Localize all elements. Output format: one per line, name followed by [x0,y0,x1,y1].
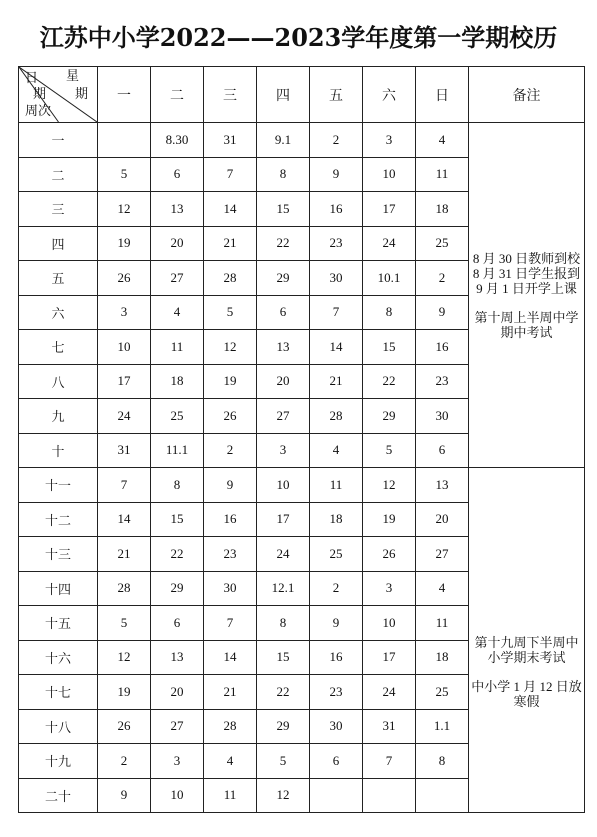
date-cell: 31 [204,123,257,158]
date-cell: 8 [257,157,310,192]
date-cell: 1.1 [416,709,469,744]
date-cell: 19 [98,675,151,710]
week-number-cell: 十七 [19,675,98,710]
date-cell: 10 [98,330,151,365]
day-header-sat: 六 [363,67,416,123]
corner-label-qi1: 期 [33,87,47,102]
date-cell: 18 [416,192,469,227]
date-cell: 11 [151,330,204,365]
date-cell: 14 [204,192,257,227]
date-cell: 18 [416,640,469,675]
date-cell: 6 [151,606,204,641]
date-cell: 8.30 [151,123,204,158]
date-cell: 12.1 [257,571,310,606]
week-number-cell: 十五 [19,606,98,641]
date-cell: 5 [98,606,151,641]
date-cell: 10 [151,778,204,813]
date-cell: 10 [363,157,416,192]
date-cell: 3 [363,123,416,158]
date-cell: 25 [151,399,204,434]
date-cell: 5 [98,157,151,192]
date-cell: 28 [98,571,151,606]
notes-header: 备注 [469,67,585,123]
week-number-cell: 八 [19,364,98,399]
date-cell: 3 [98,295,151,330]
date-cell: 27 [257,399,310,434]
week-number-cell: 七 [19,330,98,365]
date-cell: 12 [98,192,151,227]
date-cell: 17 [363,192,416,227]
date-cell: 4 [204,744,257,779]
date-cell: 16 [310,192,363,227]
date-cell: 19 [363,502,416,537]
corner-header-cell [19,67,98,123]
date-cell: 2 [310,571,363,606]
date-cell: 7 [363,744,416,779]
date-cell: 11 [204,778,257,813]
date-cell: 28 [310,399,363,434]
corner-label-qi2: 期 [75,87,89,102]
date-cell: 28 [204,261,257,296]
date-cell: 3 [151,744,204,779]
date-cell: 7 [310,295,363,330]
date-cell: 8 [151,468,204,503]
date-cell: 29 [363,399,416,434]
note-line: 第十周上半周中学期中考试 [474,309,579,340]
note-line: 8 月 31 日学生报到 [472,265,581,281]
date-cell: 14 [310,330,363,365]
date-cell: 16 [310,640,363,675]
date-cell: 24 [363,226,416,261]
date-cell: 6 [257,295,310,330]
date-cell: 26 [363,537,416,572]
date-cell: 24 [257,537,310,572]
date-cell: 3 [257,433,310,468]
date-cell: 24 [98,399,151,434]
date-cell: 6 [310,744,363,779]
date-cell: 17 [98,364,151,399]
day-header-wed: 三 [204,67,257,123]
note-line: 9 月 1 日开学上课 [476,280,577,296]
week-number-cell: 十一 [19,468,98,503]
date-cell: 18 [151,364,204,399]
date-cell: 27 [416,537,469,572]
date-cell: 12 [257,778,310,813]
date-cell: 23 [416,364,469,399]
week-number-cell: 一 [19,123,98,158]
week-number-cell: 二十 [19,778,98,813]
day-header-mon: 一 [98,67,151,123]
date-cell: 20 [257,364,310,399]
date-cell: 25 [416,226,469,261]
date-cell: 17 [257,502,310,537]
date-cell: 12 [363,468,416,503]
date-cell: 9 [416,295,469,330]
table-row [19,123,585,158]
date-cell: 15 [257,192,310,227]
date-cell: 13 [257,330,310,365]
date-cell: 30 [204,571,257,606]
date-cell: 17 [363,640,416,675]
date-cell: 8 [257,606,310,641]
notes-paragraph [469,251,584,296]
date-cell: 6 [151,157,204,192]
date-cell: 22 [257,226,310,261]
date-cell: 23 [310,675,363,710]
date-cell: 9 [204,468,257,503]
date-cell: 9 [310,157,363,192]
day-header-tue: 二 [151,67,204,123]
date-cell: 12 [204,330,257,365]
note-line: 中小学 1 月 12 日放寒假 [471,679,582,709]
date-cell: 9.1 [257,123,310,158]
note-line: 8 月 30 日教师到校 [472,250,581,266]
date-cell: 14 [98,502,151,537]
date-cell: 26 [98,261,151,296]
school-calendar-table [18,66,585,813]
date-cell: 5 [204,295,257,330]
date-cell: 5 [257,744,310,779]
table-row [19,468,585,503]
date-cell: 31 [363,709,416,744]
date-cell: 2 [98,744,151,779]
date-cell: 11 [416,606,469,641]
day-header-sun: 日 [416,67,469,123]
date-cell: 6 [416,433,469,468]
date-cell: 23 [310,226,363,261]
week-number-cell: 十八 [19,709,98,744]
date-cell: 13 [416,468,469,503]
date-cell: 20 [151,226,204,261]
date-cell: 26 [204,399,257,434]
date-cell: 11 [310,468,363,503]
date-cell: 4 [416,123,469,158]
week-number-cell: 十九 [19,744,98,779]
corner-label-xing: 星 [66,69,80,84]
date-cell: 29 [257,261,310,296]
date-cell: 3 [363,571,416,606]
date-cell: 29 [257,709,310,744]
date-cell: 20 [151,675,204,710]
date-cell: 29 [151,571,204,606]
date-cell: 15 [257,640,310,675]
week-number-cell: 十二 [19,502,98,537]
date-cell: 21 [204,675,257,710]
date-cell: 5 [363,433,416,468]
date-cell: 16 [204,502,257,537]
date-cell: 30 [310,709,363,744]
date-cell: 4 [151,295,204,330]
week-number-cell: 二 [19,157,98,192]
notes-cell-second-half [469,468,585,813]
week-number-cell: 五 [19,261,98,296]
week-number-cell: 十六 [19,640,98,675]
date-cell: 11 [416,157,469,192]
date-cell: 26 [98,709,151,744]
date-cell: 23 [204,537,257,572]
date-cell: 8 [363,295,416,330]
week-number-cell: 十四 [19,571,98,606]
date-cell [363,778,416,813]
date-cell: 7 [204,157,257,192]
week-number-cell: 三 [19,192,98,227]
date-cell: 28 [204,709,257,744]
date-cell: 2 [416,261,469,296]
date-cell [310,778,363,813]
corner-label-ri: 日 [25,71,39,86]
date-cell: 30 [310,261,363,296]
date-cell: 2 [310,123,363,158]
date-cell: 11.1 [151,433,204,468]
notes-cell-first-half [469,123,585,468]
week-number-cell: 十 [19,433,98,468]
date-cell: 20 [416,502,469,537]
date-cell [416,778,469,813]
date-cell: 12 [98,640,151,675]
date-cell: 14 [204,640,257,675]
date-cell: 25 [416,675,469,710]
date-cell: 27 [151,261,204,296]
date-cell: 8 [416,744,469,779]
date-cell: 13 [151,192,204,227]
date-cell: 7 [204,606,257,641]
date-cell: 2 [204,433,257,468]
day-header-thu: 四 [257,67,310,123]
date-cell: 4 [310,433,363,468]
date-cell: 21 [310,364,363,399]
date-cell: 10.1 [363,261,416,296]
date-cell: 19 [98,226,151,261]
date-cell: 21 [204,226,257,261]
week-number-cell: 六 [19,295,98,330]
corner-label-zhouci: 周次 [25,104,52,119]
date-cell: 22 [151,537,204,572]
date-cell: 19 [204,364,257,399]
date-cell: 21 [98,537,151,572]
date-cell: 22 [363,364,416,399]
date-cell: 25 [310,537,363,572]
date-cell: 18 [310,502,363,537]
date-cell [98,123,151,158]
date-cell: 24 [363,675,416,710]
week-number-cell: 九 [19,399,98,434]
date-cell: 10 [363,606,416,641]
date-cell: 4 [416,571,469,606]
calendar-title: 江苏中小学2022——2023学年度第一学期校历 [39,23,558,52]
calendar-body [19,123,585,813]
date-cell: 31 [98,433,151,468]
date-cell: 15 [363,330,416,365]
date-cell: 9 [98,778,151,813]
note-line: 第十九周下半周中小学期末考试 [474,635,579,665]
date-cell: 9 [310,606,363,641]
date-cell: 16 [416,330,469,365]
date-cell: 30 [416,399,469,434]
header-row [19,67,585,123]
day-header-fri: 五 [310,67,363,123]
week-number-cell: 十三 [19,537,98,572]
date-cell: 15 [151,502,204,537]
date-cell: 10 [257,468,310,503]
date-cell: 7 [98,468,151,503]
date-cell: 22 [257,675,310,710]
date-cell: 13 [151,640,204,675]
week-number-cell: 四 [19,226,98,261]
date-cell: 27 [151,709,204,744]
